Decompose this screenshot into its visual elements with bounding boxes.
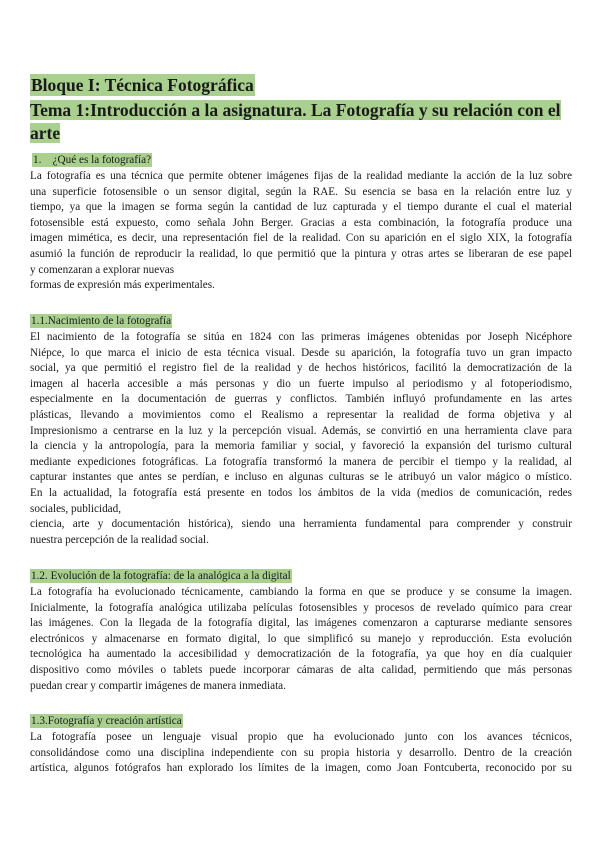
text-line: ciencia, arte y documentación histórica), siendo una herramienta fundamental para comprender y construir — [30, 518, 572, 531]
text-line: Niépce, lo que marca el inicio de esta técnica visual. Desde su aparición, la fotografía tuvo un gran impacto — [30, 346, 572, 359]
text-line: El nacimiento de la fotografía se sitúa en 1824 con las primeras imágenes obtenidas por Joseph Nicéphore — [30, 331, 572, 343]
text-line: imagen al hacerla accesible a más personas y dio un fuerte impulso al periodismo y al fotoperiodismo, — [30, 377, 572, 390]
text-line: sociales, publicidad, — [30, 502, 122, 515]
section-heading: 1.3.Fotografía y creación artística — [31, 715, 182, 727]
text-line: tecnológica ha aumentado la accesibilidad y democratización de la fotografía, ya que hoy en día cualquier — [30, 648, 572, 661]
text-line: Impresionismo a centrarse en la luz y la percepción visual. Además, se convirtió en una herramienta clave para — [30, 424, 572, 437]
text-line: social, ya que permitió el registro fiel de la realidad y de hechos históricos, facilitó la democratización de la — [30, 362, 572, 375]
section-heading: 1. ¿Qué es la fotografía? — [33, 154, 152, 166]
text-line: una superficie fotosensible o un sensor digital, según la RAE. Su esencia se basa en la relación entre luz y — [30, 185, 572, 198]
text-line: electrónicos y almacenarse en formato digital, lo que simplificó su manejo y reproducción. Esta evolución — [30, 632, 572, 645]
section-body — [30, 169, 572, 294]
block-title — [30, 74, 572, 96]
text-line: nuestra percepción de la realidad social. — [30, 533, 209, 546]
text-line: artística, algunos fotógrafos han explorado los límites de la imagen, como Joan Fontcuberta, reconocido por su — [30, 762, 572, 775]
text-line: tiempo, ya que la imagen se forma según la cantidad de luz capturada y el tiempo durante el cual el material — [30, 201, 572, 214]
text-line: La fotografía posee un lenguaje visual propio que ha evolucionado junto con los avances técnicos, — [30, 731, 572, 743]
text-line: plásticas, llevando a movimientos como el Realismo a representar la realidad de forma objetiva y al — [30, 408, 572, 421]
section-body — [30, 585, 572, 694]
text-line: la ciencia y la antropología, para la memoria familiar y social, y favoreció la expansión del turismo cultural — [30, 440, 572, 453]
text-line: La fotografía es una técnica que permite obtener imágenes fijas de la realidad mediante la acción de la luz sobre — [30, 170, 572, 182]
text-line: La fotografía ha evolucionado técnicamente, cambiando la forma en que se produce y se consume la imagen. — [30, 586, 572, 598]
section-evolution-of-photography — [30, 566, 572, 694]
topic-title — [30, 99, 572, 145]
text-line: capturar instantes que antes se perdían, e incluso en algunas culturas se le atribuyó un valor mágico o místico. — [30, 471, 572, 484]
text-line: En la actualidad, la fotografía está presente en todos los ámbitos de la vida (medios de comunicación, redes — [30, 486, 572, 499]
section-body — [30, 730, 572, 777]
section-what-is-photography — [30, 150, 572, 294]
text-line: las imágenes. Con la llegada de la fotografía digital, las imágenes comenzaron a capturarse mediante sensores — [30, 617, 572, 630]
topic-title-text: Tema 1:Introducción a la asignatura. La Fotografía y su relación con el arte — [30, 100, 561, 143]
text-line: fotosensible está expuesto, como señala John Berger. Gracias a esta combinación, la fotografía produce una — [30, 216, 572, 229]
text-line: especialmente en la documentación de guerras y conflictos. También influyó profundamente en las artes — [30, 393, 572, 406]
text-line: mediante expediciones fotográficas. La fotografía transformó la manera de percibir el tiempo y la realidad, al — [30, 455, 572, 468]
text-line: puedan crear y compartir imágenes de manera inmediata. — [30, 679, 286, 692]
block-title-text: Bloque I: Técnica Fotográfica — [31, 75, 254, 95]
section-heading: 1.1.Nacimiento de la fotografía — [31, 315, 172, 327]
text-line: formas de expresión más experimentales. — [30, 279, 215, 292]
text-line: asumió la función de reproducir la realidad, lo que permitió que la pintura y otras artes se liberaran de ese papel — [30, 247, 572, 260]
text-line: consolidándose como una disciplina independiente con su propia historia y desarrollo. Dentro de la creación — [30, 746, 572, 759]
text-line: y comenzaran a explorar nuevas — [30, 263, 175, 276]
section-heading: 1.2. Evolución de la fotografía: de la analógica a la digital — [31, 570, 291, 582]
section-birth-of-photography — [30, 311, 572, 548]
text-line: Inicialmente, la fotografía analógica utilizaba películas fotosensibles y procesos de revelado químico para crear — [30, 601, 572, 614]
text-line: imagen mimética, es decir, una representación fiel de la realidad. Con su aparición en el siglo XIX, la fotografía — [30, 232, 572, 245]
text-line: dispositivo como móviles o tablets puede incorporar cámaras de alta calidad, permitiendo que más personas — [30, 663, 572, 676]
section-photography-and-art — [30, 711, 572, 777]
section-body — [30, 330, 572, 548]
